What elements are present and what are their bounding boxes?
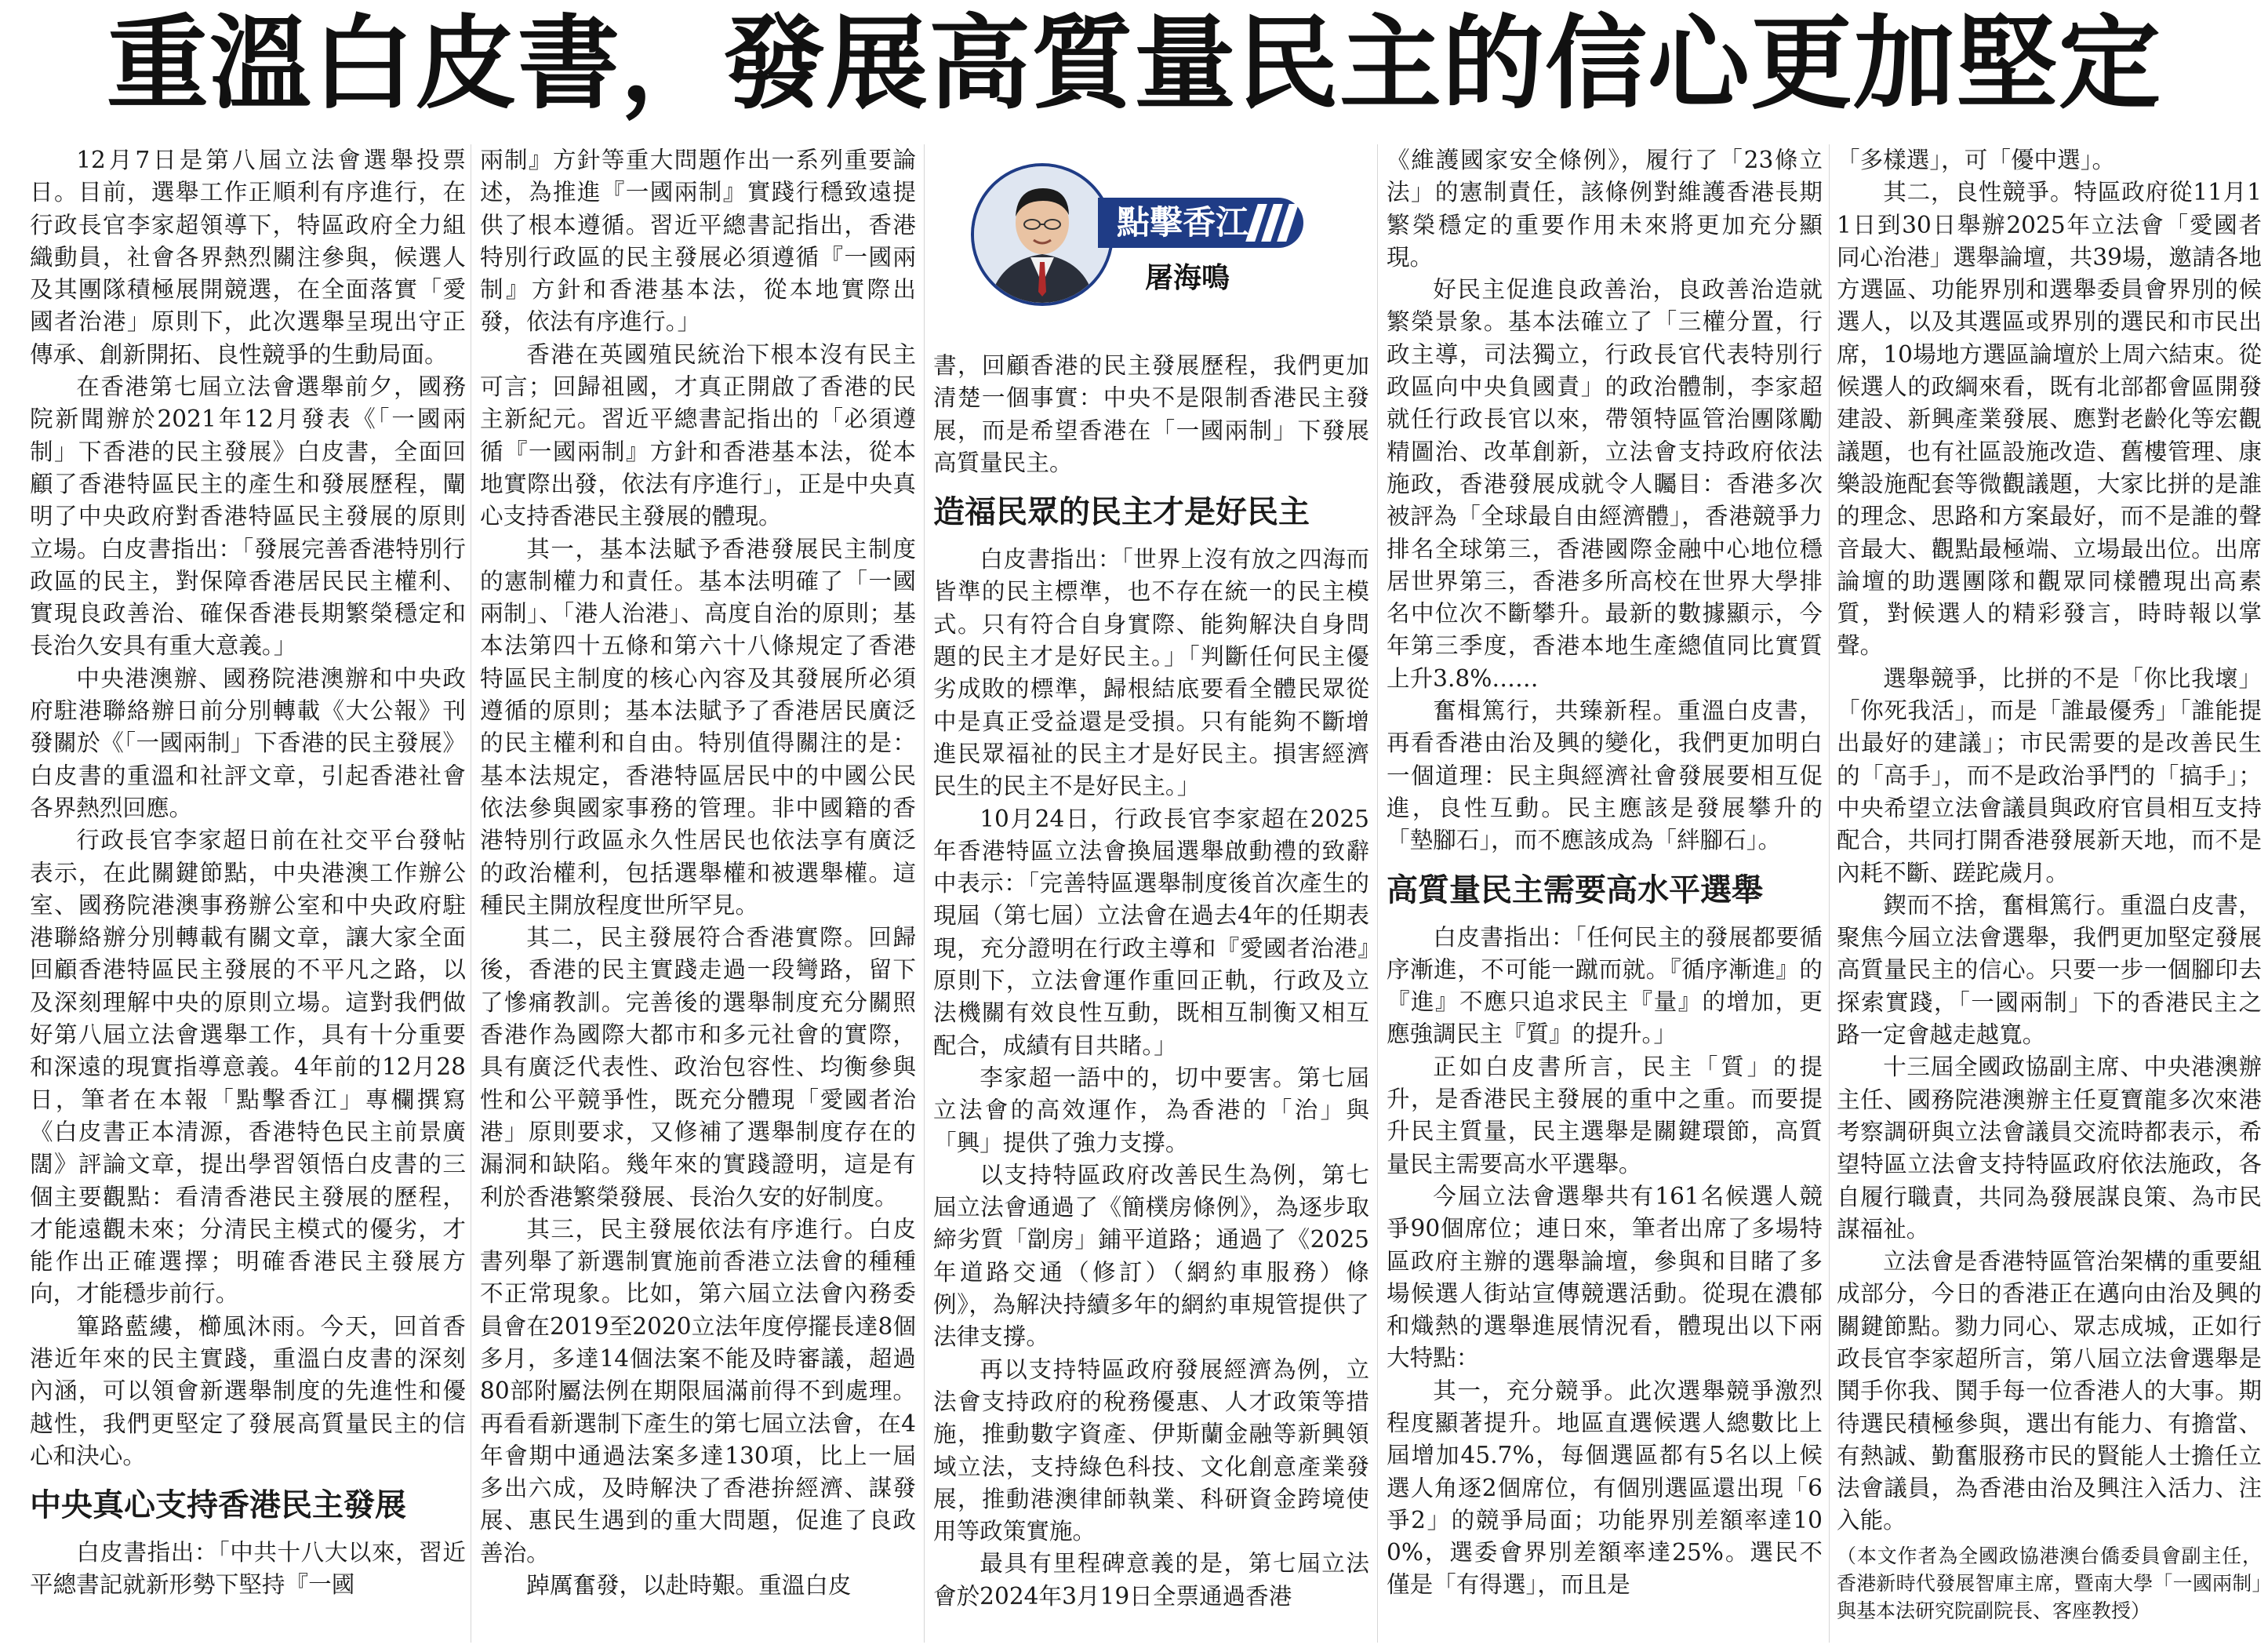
continued-paragraph: 書，回顧香港的民主發展歷程，我們更加清楚一個事實：中央不是限制香港民主發展，而是希望香港在「一國兩制」下發展高質量民主。 [933,352,1369,476]
paragraph: 其三，民主發展依法有序進行。白皮書列舉了新選制實施前香港立法會的種種不正常現象。比如，第六屆立法會內務委員會在2019至2020立法年度停擺長達8個多月，多達14個法案不能及時審議，超過80部附屬法例在期限屆滿前得不到處理。再看看新選制下產生的第七屆立法會，在4年會期中通過法案多達130項，比上一屆多出六成，及時解決了香港拚經濟、謀發展、惠民生遇到的重大問題，促進了良政善治。 [480,1215,916,1566]
paragraph: 李家超一語中的，切中要害。第七屆立法會的高效運作，為香港的「治」與「興」提供了強力支撐。 [933,1064,1369,1156]
paragraph: 其一，基本法賦予香港發展民主制度的憲制權力和責任。基本法明確了「一國兩制」、「港人治港」、高度自治的原則；基本法第四十五條和第六十八條規定了香港特區民主制度的核心內容及其發展所必須遵循的原則；基本法賦予了香港居民廣泛的民主權利和自由。特別值得關注的是：基本法規定，香港特區居民中的中國公民依法參與國家事務的管理。非中國籍的香港特別行政區永久性居民也依法享有廣泛的政治權利，包括選舉權和被選舉權。這種民主開放程度世所罕見。 [480,535,916,919]
paragraph: 12月7日是第八屆立法會選舉投票日。目前，選舉工作正順利有序進行，在行政長官李家超領導下，特區政府全力組織動員，社會各界熱烈關注參與，候選人及其團隊積極展開競選，在全面落實「愛國者治港」原則下，此次選舉呈現出守正傳承、創新開拓、良性競爭的生動局面。 [30,147,466,368]
author-name: 屠海鳴 [1145,262,1230,294]
column-divider [1377,144,1378,1643]
paragraph: 今屆立法會選舉共有161名候選人競爭90個席位；連日來，筆者出席了多場特區政府主辦的選舉論壇，參與和目睹了多場候選人街站宣傳競選活動。從現在濃郁和熾熱的選舉進展情況看，體現出以下兩大特點： [1387,1182,1823,1372]
paragraph: 以支持特區政府改善民生為例，第七屆立法會通過了《簡樸房條例》，為逐步取締劣質「劏房」鋪平道路；通過了《2025年道路交通（修訂）（網約車服務）條例》，為解決持續多年的網約車規管提供了法律支撐。 [933,1161,1369,1351]
paragraph: 中央港澳辦、國務院港澳辦和中央政府駐港聯絡辦日前分別轉載《大公報》刊發關於《「一國兩制」下香港的民主發展》白皮書的重溫和社評文章，引起香港社會各界熱烈回應。 [30,664,466,821]
paragraph: 鍥而不捨，奮楫篤行。重溫白皮書，聚焦今屆立法會選舉，我們更加堅定發展高質量民主的信心。只要一步一個腳印去探索實踐，「一國兩制」下的香港民主之路一定會越走越寬。 [1837,891,2262,1049]
author-photo [971,163,1114,306]
paragraph: 行政長官李家超日前在社交平台發帖表示，在此關鍵節點，中央港澳工作辦公室、國務院港澳事務辦公室和中央政府駐港聯絡辦分別轉載有關文章，讓大家全面回顧香港特區民主發展的不平凡之路，以及深刻理解中央的原則立場。這對我們做好第八屆立法會選舉工作，具有十分重要和深遠的現實指導意義。4年前的12月28日，筆者在本報「點擊香江」專欄撰寫《白皮書正本清源，香港特色民主前景廣闊》評論文章，提出學習領悟白皮書的三個主要觀點：看清香港民主發展的歷程，才能遠觀未來；分清民主模式的優劣，才能作出正確選擇；明確香港民主發展方向，才能穩步前行。 [30,827,466,1308]
section-subheading: 中央真心支持香港民主發展 [30,1487,406,1524]
paragraph: 白皮書指出：「中共十八大以來，習近平總書記就新形勢下堅持『一國 [30,1539,466,1599]
author-portrait-icon [974,166,1110,303]
article-column-3 [933,350,1369,1643]
article-column-4 [1387,144,1823,1643]
paragraph: 白皮書指出：「世界上沒有放之四海而皆準的民主標準，也不存在統一的民主模式。只有符合自身實際、能夠解決自身問題的民主才是好民主。」「判斷任何民主優劣成敗的標準，歸根結底要看全體民眾從中是真正受益還是受損。只有能夠不斷增進民眾福祉的民主才是好民主。損害經濟民生的民主不是好民主。」 [933,546,1369,800]
paragraph: 奮楫篤行，共臻新程。重溫白皮書，再看香港由治及興的變化，我們更加明白一個道理：民主與經濟社會發展要相互促進，良性互動。民主應該是發展攀升的「墊腳石」，而不應該成為「絆腳石」。 [1387,697,1823,854]
paragraph: 白皮書指出：「任何民主的發展都要循序漸進，不可能一蹴而就。『循序漸進』的『進』不應只追求民主『量』的增加，更應強調民主『質』的提升。」 [1387,923,1823,1048]
column-label: 點擊香江 [1117,203,1249,242]
column-divider [1829,144,1830,1643]
article-column-1 [30,144,466,1643]
section-subheading: 造福民眾的民主才是好民主 [933,494,1310,531]
paragraph: 再以支持特區政府發展經濟為例，立法會支持政府的稅務優惠、人才政策等措施，推動數字資產、伊斯蘭金融等新興領域立法，支持綠色科技、文化創意產業發展，推動港澳律師執業、科研資金跨境使用等政策實施。 [933,1355,1369,1545]
paragraph: 正如白皮書所言，民主「質」的提升，是香港民主發展的重中之重。而要提升民主質量，民主選舉是關鍵環節，高質量民主需要高水平選舉。 [1387,1053,1823,1177]
article-column-5 [1837,144,2262,1643]
paragraph: 十三屆全國政協副主席、中央港澳辦主任、國務院港澳辦主任夏寶龍多次來港考察調研與立法會議員交流時都表示，希望特區立法會支持特區政府依法施政，各自履行職責，共同為發展謀良策、為市民謀福祉。 [1837,1053,2262,1243]
article-column-2 [480,144,916,1643]
paragraph: 立法會是香港特區管治架構的重要組成部分，今日的香港正在邁向由治及興的關鍵節點。勠力同心、眾志成城，正如行政長官李家超所言，第八屆立法會選舉是鬨手你我、鬨手每一位香港人的大事。期待選民積極參與，選出有能力、有擔當、有熱誠、勤奮服務市民的賢能人士擔任立法會議員，為香港由治及興注入活力、注入能。 [1837,1248,2262,1534]
paragraph: 其二，良性競爭。特區政府從11月11日到30日舉辦2025年立法會「愛國者同心治港」選舉論壇，共39場，邀請各地方選區、功能界別和選舉委員會界別的候選人，以及其選區或界別的選民和市民出席，10場地方選區論壇於上周六結束。從候選人的政綱來看，既有北部都會區開發建設、新興產業發展、應對老齡化等宏觀議題，也有社區設施改造、舊樓管理、康樂設施配套等微觀議題，大家比拼的是誰的理念、思路和方案最好，而不是誰的聲音最大、觀點最極端、立場最出位。出席論壇的助選團隊和觀眾同樣體現出高素質，對候選人的精彩發言，時時報以掌聲。 [1837,179,2262,660]
paragraph: 好民主促進良政善治，良政善治造就繁榮景象。基本法確立了「三權分置，行政主導，司法獨立，行政長官代表特別行政區向中央負國責」的政治體制，李家超就任行政長官以來，帶領特區管治團隊勵精圖治、改革創新，立法會支持政府依法施政，香港發展成就令人矚目：香港多次被評為「全球最自由經濟體」，香港競爭力排名全球第三，香港國際金融中心地位穩居世界第三，香港多所高校在世界大學排名中位次不斷攀升。最新的數據顯示，今年第三季度，香港本地生產總值同比實質上升3.8%…… [1387,276,1823,692]
paragraph: 選舉競爭，比拼的不是「你比我壞」「你死我活」，而是「誰最優秀」「誰能提出最好的建議」；市民需要的是改善民生的「高手」，而不是政治爭鬥的「搞手」；中央希望立法會議員與政府官員相互支持配合，共同打開香港發展新天地，而不是內耗不斷、蹉跎歲月。 [1837,664,2262,886]
continued-paragraph: 《維護國家安全條例》，履行了「23條立法」的憲制責任，該條例對維護香港長期繁榮穩定的重要作用未來將更加充分顯現。 [1387,147,1823,271]
paragraph: 香港在英國殖民統治下根本沒有民主可言；回歸祖國，才真正開啟了香港的民主新紀元。習近平總書記指出的「必須遵循『一國兩制』方針和香港基本法，從本地實際出發，依法有序進行」，正是中央真心支持香港民主發展的體現。 [480,340,916,530]
paragraph: 10月24日，行政長官李家超在2025年香港特區立法會換屆選舉啟動禮的致辭中表示：「完善特區選舉制度後首次產生的現屆（第七屆）立法會在過去4年的任期表現，充分證明在行政主導和『愛國者治港』原則下，立法會運作重回正軌，行政及立法機關有效良性互動，既相互制衡又相互配合，成績有目共睹。」 [933,805,1369,1059]
paragraph: 篳路藍縷，櫛風沐雨。今天，回首香港近年來的民主實踐，重溫白皮書的深刻內涵，可以領會新選舉制度的先進性和優越性，我們更堅定了發展高質量民主的信心和決心。 [30,1312,466,1469]
continued-paragraph: 「多樣選」，可「優中選」。 [1837,147,2116,173]
author-note: （本文作者為全國政協港澳台僑委員會副主任，香港新時代發展智庫主席，暨南大學「一國兩制」與基本法研究院副院長、客座教授） [1837,1544,2262,1622]
column-banner [1098,198,1303,248]
section-subheading: 高質量民主需要高水平選舉 [1387,871,1763,908]
column-header [971,163,1308,320]
paragraph: 其二，民主發展符合香港實際。回歸後，香港的民主實踐走過一段彎路，留下了慘痛教訓。完善後的選舉制度充分關照香港作為國際大都市和多元社會的實際，具有廣泛代表性、政治包容性、均衡參與性和公平競爭性，既充分體現「愛國者治港」原則要求，又修補了選舉制度存在的漏洞和缺陷。幾年來的實踐證明，這是有利於香港繁榮發展、長治久安的好制度。 [480,924,916,1210]
headline: 重溫白皮書，發展高質量民主的信心更加堅定 [106,4,2161,123]
column-divider [924,144,925,1643]
paragraph: 踔厲奮發，以赴時艱。重溫白皮 [526,1572,852,1599]
paragraph: 其一，充分競爭。此次選舉競爭激烈程度顯著提升。地區直選候選人總數比上屆增加45.7%，每個選區都有5名以上候選人角逐2個席位，有個別選區還出現「6爭2」的競爭局面；功能界別差額率達100%，選委會界別差額率達25%。選民不僅是「有得選」，而且是 [1387,1377,1823,1599]
paragraph: 在香港第七屆立法會選舉前夕，國務院新聞辦於2021年12月發表《「一國兩制」下香港的民主發展》白皮書，全面回顧了香港特區民主的產生和發展歷程，闡明了中央政府對香港特區民主發展的原則立場。白皮書指出：「發展完善香港特別行政區的民主，對保障香港居民民主權利、實現良政善治、確保香港長期繁榮穩定和長治久安具有重大意義。」 [30,373,466,660]
paragraph: 最具有里程碑意義的是，第七屆立法會於2024年3月19日全票通過香港 [933,1550,1369,1610]
continued-paragraph: 兩制』方針等重大問題作出一系列重要論述，為推進『一國兩制』實踐行穩致遠提供了根本遵循。習近平總書記指出，香港特別行政區的民主發展必須遵循『一國兩制』方針和香港基本法，從本地實際出發，依法有序進行。」 [480,147,916,336]
